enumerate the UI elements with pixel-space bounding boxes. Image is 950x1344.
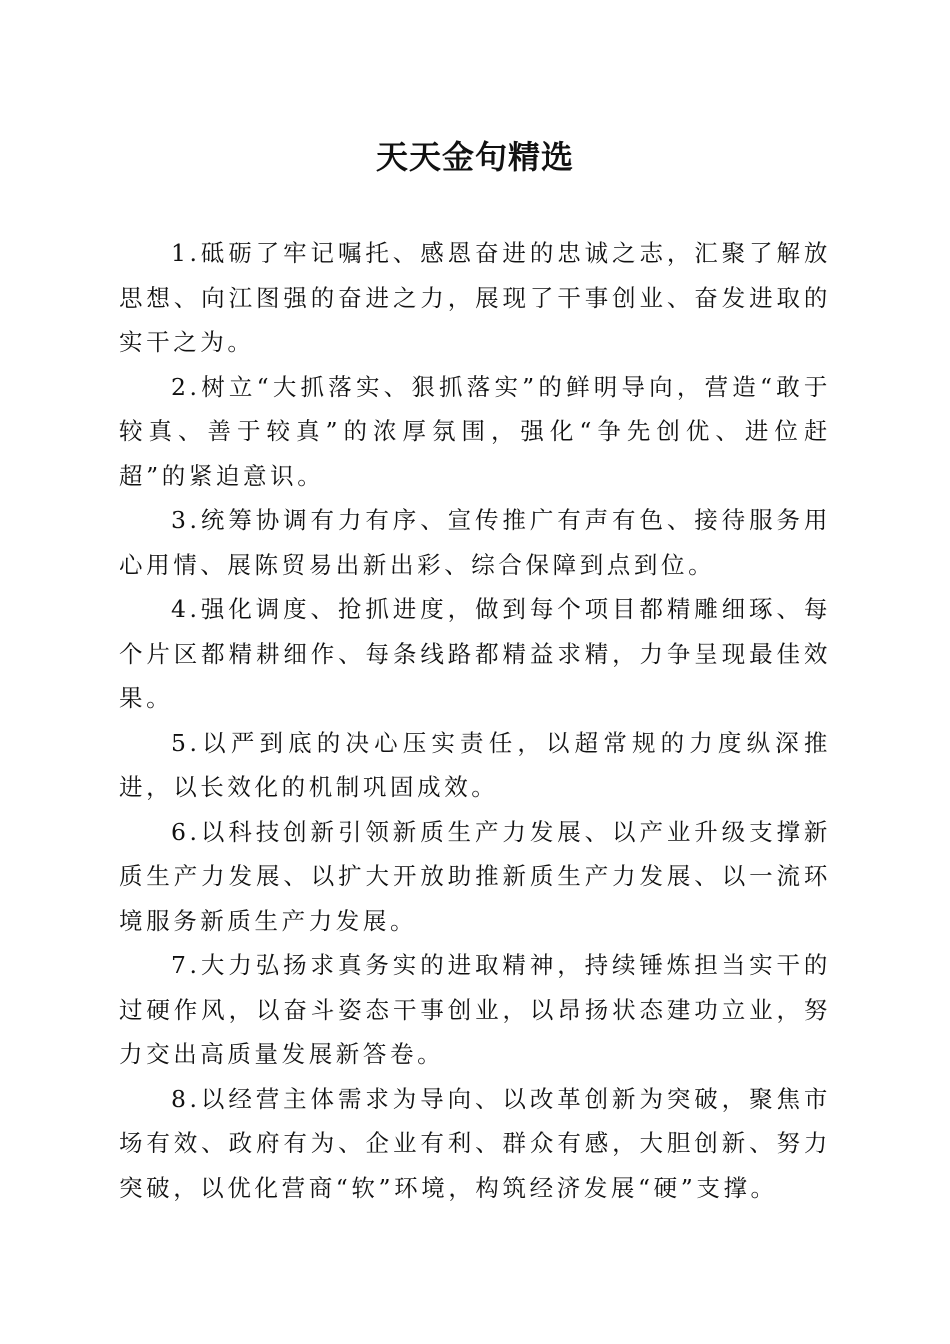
paragraph-6: 6.以科技创新引领新质生产力发展、以产业升级支撑新质生产力发展、以扩大开放助推新质生产力发展、以一流环境服务新质生产力发展。: [119, 817, 831, 935]
paragraph-1: 1.砥砺了牢记嘱托、感恩奋进的忠诚之志，汇聚了解放思想、向江图强的奋进之力，展现了干事创业、奋发进取的实干之为。: [119, 239, 831, 356]
paragraph-5: 5.以严到底的决心压实责任，以超常规的力度纵深推进，以长效化的机制巩固成效。: [119, 728, 831, 801]
paragraph-3: 3.统筹协调有力有序、宣传推广有声有色、接待服务用心用情、展陈贸易出新出彩、综合保障到点到位。: [119, 506, 831, 579]
paragraph-4: 4.强化调度、抢抓进度，做到每个项目都精雕细琢、每个片区都精耕细作、每条线路都精益求精，力争呈现最佳效果。: [119, 595, 831, 712]
paragraph-8: 8.以经营主体需求为导向、以改革创新为突破，聚焦市场有效、政府有为、企业有利、群众有感，大胆创新、努力突破，以优化营商“软”环境，构筑经济发展“硬”支撑。: [119, 1084, 831, 1202]
paragraph-7: 7.大力弘扬求真务实的进取精神，持续锤炼担当实干的过硬作风，以奋斗姿态干事创业，以昂扬状态建功立业，努力交出高质量发展新答卷。: [119, 951, 831, 1068]
page-title: 天天金句精选: [375, 138, 574, 176]
paragraph-2: 2.树立“大抓落实、狠抓落实”的鲜明导向，营造“敢于较真、善于较真”的浓厚氛围，强化“争先创优、进位赶超”的紧迫意识。: [119, 372, 831, 490]
document-body: [119, 231, 831, 1210]
